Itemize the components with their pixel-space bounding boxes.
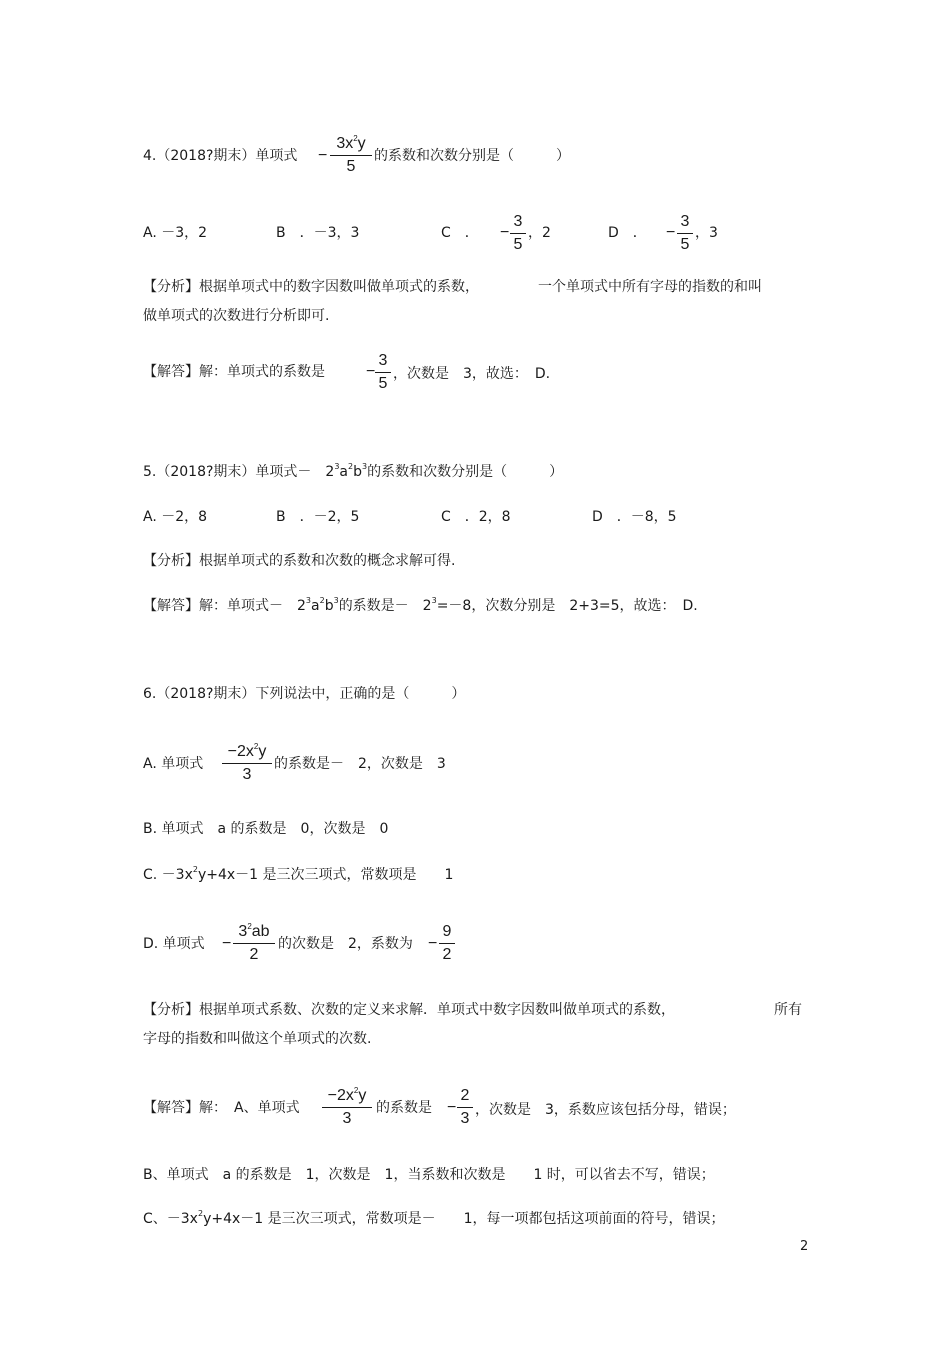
q6-option-d-prefix: D. 单项式 bbox=[143, 936, 205, 952]
q5-option-b: B ．－2，5 bbox=[276, 509, 360, 525]
q6-answer-c-prefix: C、－3x bbox=[143, 1211, 198, 1227]
q4-analysis-line1a: 【分析】根据单项式中的数字因数叫做单项式的系数， bbox=[143, 279, 479, 295]
q6-option-a-prefix: A. 单项式 bbox=[143, 756, 204, 772]
q5-stem-b: b bbox=[353, 464, 362, 480]
q6-answer-a-num: −2x bbox=[327, 1087, 354, 1104]
q4-option-a: A. －3，2 bbox=[143, 225, 208, 241]
q5-answer-sup3: 3 bbox=[333, 596, 339, 605]
q4-analysis-line1b: 一个单项式中所有字母的指数的和叫 bbox=[538, 279, 762, 295]
q5-answer-a: a bbox=[311, 598, 320, 614]
q6-option-d-mid: 的次数是 2，系数为 bbox=[278, 936, 413, 952]
q5-answer-suffix: =－8，次数分别是 2+3=5，故选： D. bbox=[436, 598, 698, 614]
q4-option-c-num: 3 bbox=[513, 213, 523, 230]
q5-answer-prefix: 【解答】解：单项式－ 2 bbox=[143, 598, 306, 614]
q4-option-c-den: 5 bbox=[513, 236, 523, 253]
q6-option-a-num-tail: y bbox=[258, 743, 267, 760]
q4-answer-minus: − bbox=[366, 363, 376, 380]
q5-option-a: A. －2，8 bbox=[143, 509, 208, 525]
q5-stem-a: a bbox=[339, 464, 349, 480]
q6-option-a-fraction bbox=[222, 742, 272, 785]
q5-option-d: D ．－8，5 bbox=[592, 509, 677, 525]
q4-frac-den: 5 bbox=[346, 158, 356, 175]
q4-analysis-line2: 做单项式的次数进行分析即可. bbox=[143, 308, 330, 324]
q6-option-c bbox=[143, 865, 453, 885]
q6-option-a-suffix: 的系数是－ 2，次数是 3 bbox=[274, 756, 446, 772]
q5-stem-suffix: 的系数和次数分别是（ ） bbox=[367, 464, 564, 480]
q5-answer-sup4: 3 bbox=[431, 596, 437, 605]
q6-option-d-fraction bbox=[233, 922, 275, 965]
q4-option-c-fraction bbox=[510, 212, 526, 255]
q4-stem-fraction bbox=[330, 134, 372, 177]
q6-answer-a-minus: − bbox=[447, 1099, 457, 1116]
q4-frac-num-sup: 2 bbox=[353, 134, 358, 143]
q4-answer-prefix: 【解答】解：单项式的系数是 bbox=[143, 364, 325, 380]
q5-stem bbox=[143, 462, 563, 482]
q4-option-d-num: 3 bbox=[680, 213, 690, 230]
q6-answer-b: B、单项式 a 的系数是 1，次数是 1，当系数和次数是 1 时，可以省去不写，错误； bbox=[143, 1167, 715, 1183]
q6-option-d-num: 3 bbox=[238, 923, 248, 940]
q6-answer-c-sup: 2 bbox=[197, 1209, 204, 1218]
q6-option-c-prefix: C. －3x bbox=[143, 867, 193, 883]
q6-option-b: B. 单项式 a 的系数是 0，次数是 0 bbox=[143, 821, 389, 837]
q6-answer-a-den2: 3 bbox=[460, 1110, 470, 1127]
q6-option-d-num2: 9 bbox=[442, 923, 452, 940]
q6-analysis-line1a: 【分析】根据单项式系数、次数的定义来求解．单项式中数字因数叫做单项式的系数， bbox=[143, 1002, 675, 1018]
q4-option-d-minus: − bbox=[666, 224, 676, 241]
q4-option-b: B ．－3，3 bbox=[276, 225, 360, 241]
q6-option-d-minus2: − bbox=[428, 935, 438, 952]
q6-analysis-line2: 字母的指数和叫做这个单项式的次数. bbox=[143, 1031, 372, 1047]
q5-stem-sup3: 3 bbox=[362, 462, 368, 471]
q4-frac-num: 3x bbox=[336, 135, 354, 152]
q4-answer-fraction bbox=[375, 351, 391, 394]
q6-answer-a-suffix: ，次数是 3，系数应该包括分母，错误； bbox=[475, 1102, 736, 1118]
q6-answer-a-num-sup: 2 bbox=[353, 1086, 359, 1095]
q6-option-a-num-sup: 2 bbox=[253, 742, 259, 751]
q6-option-d-num-tail: ab bbox=[251, 923, 270, 940]
q6-option-d-fraction2 bbox=[439, 922, 455, 965]
q6-answer-a-den: 3 bbox=[342, 1110, 352, 1127]
q6-option-d-den: 2 bbox=[249, 946, 259, 963]
q5-stem-prefix: 5.（2018?期末）单项式－ 2 bbox=[143, 464, 335, 480]
q4-stem-minus: − bbox=[318, 147, 328, 164]
q5-answer-sup2: 2 bbox=[319, 596, 325, 605]
q4-answer-suffix: ，次数是 3，故选： D. bbox=[393, 366, 551, 382]
q5-answer bbox=[143, 596, 698, 616]
q5-analysis: 【分析】根据单项式的系数和次数的概念求解可得. bbox=[143, 553, 456, 569]
q5-option-c: C ．2，8 bbox=[441, 509, 511, 525]
q6-answer-a-fraction bbox=[322, 1086, 372, 1129]
q4-option-d-label: D ． bbox=[608, 225, 647, 241]
q6-option-d-den2: 2 bbox=[442, 946, 452, 963]
q4-option-d-fraction bbox=[677, 212, 693, 255]
q4-option-d-den: 5 bbox=[680, 236, 690, 253]
q6-answer-a-num-tail: y bbox=[358, 1087, 367, 1104]
q4-option-d-tail: ，3 bbox=[695, 225, 718, 241]
q4-option-c-minus: − bbox=[500, 224, 510, 241]
q6-stem: 6.（2018?期末）下列说法中，正确的是（ ） bbox=[143, 686, 466, 702]
q4-answer-den: 5 bbox=[378, 375, 388, 392]
q6-analysis-line1b: 所有 bbox=[774, 1002, 802, 1018]
page-number: 2 bbox=[800, 1239, 809, 1254]
q6-answer-a-prefix: 【解答】解： A、单项式 bbox=[143, 1100, 300, 1116]
q6-answer-c bbox=[143, 1209, 725, 1229]
q4-stem-prefix: 4.（2018?期末）单项式 bbox=[143, 148, 298, 164]
q6-answer-a-fraction2 bbox=[457, 1086, 473, 1129]
q6-option-d-num-sup: 2 bbox=[247, 922, 252, 931]
q6-answer-a-num2: 2 bbox=[460, 1087, 470, 1104]
q6-answer-a-mid: 的系数是 bbox=[376, 1100, 432, 1116]
q5-stem-sup2: 2 bbox=[348, 462, 354, 471]
q5-answer-b: b bbox=[324, 598, 334, 614]
q5-answer-sup1: 3 bbox=[305, 596, 312, 605]
q6-option-c-suffix: y+4x－1 是三次三项式，常数项是 1 bbox=[197, 867, 454, 883]
q6-option-a-den: 3 bbox=[242, 766, 252, 783]
q5-stem-sup1: 3 bbox=[334, 462, 340, 471]
q6-option-c-sup: 2 bbox=[192, 865, 198, 874]
q6-option-d-minus: − bbox=[222, 935, 232, 952]
q6-answer-c-suffix: y+4x－1 是三次三项式，常数项是－ 1，每一项都包括这项前面的符号，错误； bbox=[203, 1211, 725, 1227]
q5-answer-mid: 的系数是－ 2 bbox=[338, 598, 432, 614]
q4-option-c-label: C ． bbox=[441, 225, 479, 241]
q4-stem-suffix: 的系数和次数分别是（ ） bbox=[374, 148, 570, 164]
q4-answer-num: 3 bbox=[378, 352, 388, 369]
q6-option-a-num: −2x bbox=[227, 743, 254, 760]
q4-frac-num-tail: y bbox=[357, 135, 366, 152]
q4-option-c-tail: ，2 bbox=[528, 225, 551, 241]
